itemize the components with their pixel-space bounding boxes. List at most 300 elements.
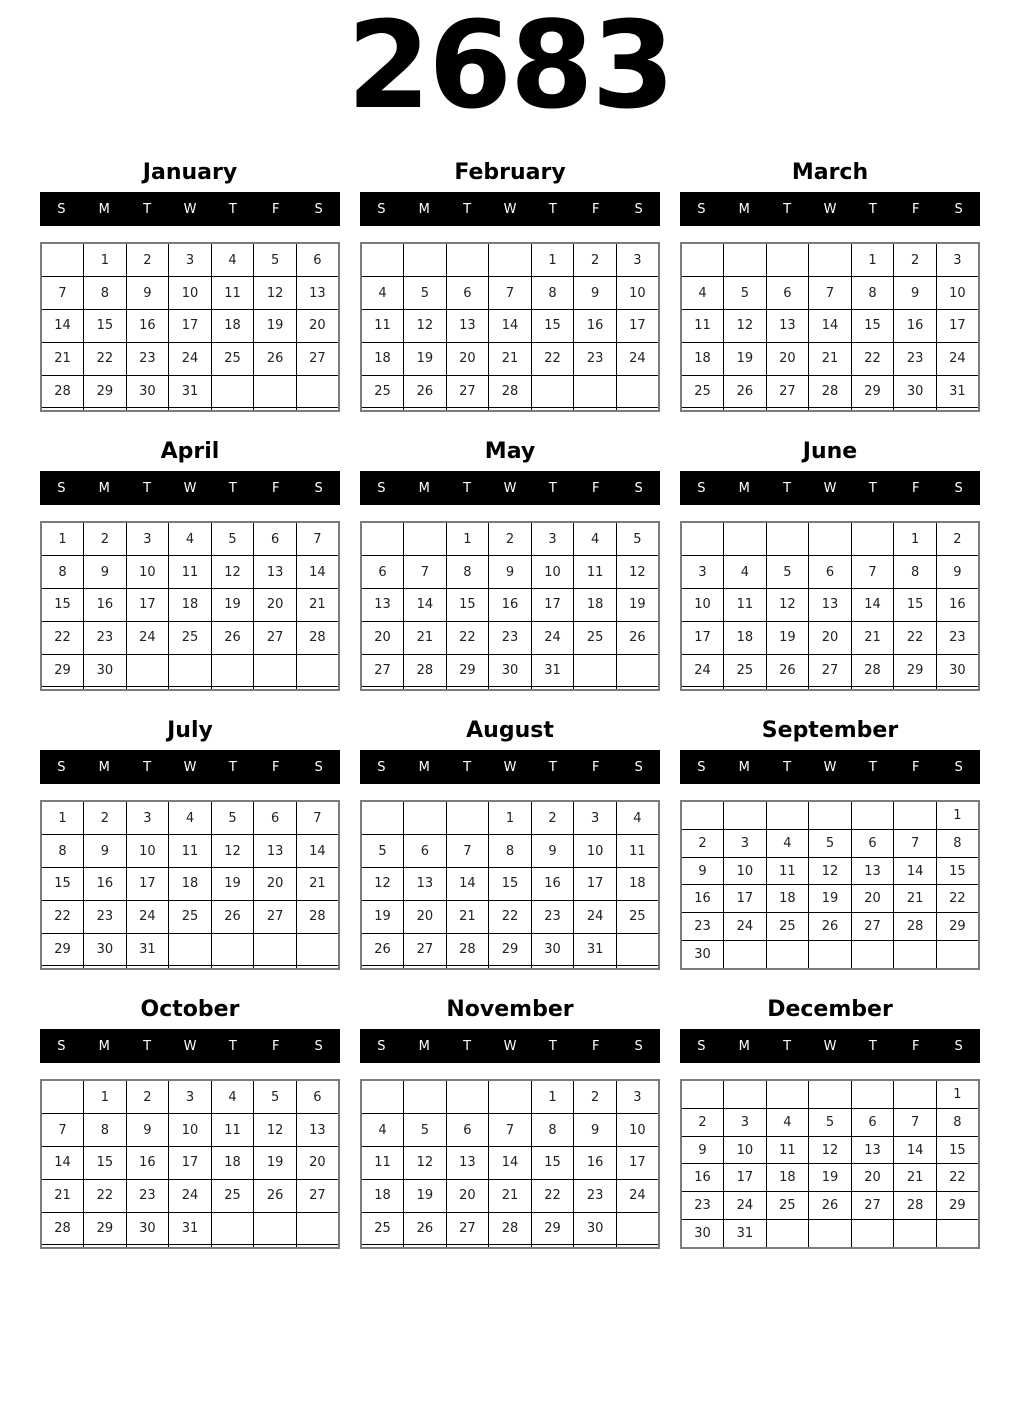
day-cell — [211, 654, 254, 687]
day-cell: 12 — [211, 835, 254, 868]
day-cell: 26 — [616, 621, 659, 654]
day-cell: 13 — [296, 277, 339, 310]
month-block — [40, 995, 340, 1249]
day-of-week-label: T — [783, 759, 792, 775]
day-cell — [851, 1080, 894, 1109]
day-cell: 8 — [84, 277, 127, 310]
day-of-week-label: T — [463, 480, 472, 496]
week-row — [41, 1245, 339, 1248]
day-cell: 10 — [126, 556, 169, 589]
day-cell — [724, 687, 767, 690]
day-of-week-label: S — [314, 201, 323, 217]
day-cell: 31 — [531, 654, 574, 687]
day-of-week-label: S — [954, 759, 963, 775]
day-cell: 21 — [489, 1179, 532, 1212]
day-cell — [41, 966, 84, 969]
day-cell: 21 — [41, 342, 84, 375]
day-cell — [809, 243, 852, 277]
day-of-week-label: M — [738, 759, 750, 775]
week-row — [681, 654, 979, 687]
week-row — [681, 277, 979, 310]
week-row — [681, 589, 979, 622]
day-cell: 27 — [851, 913, 894, 941]
day-cell: 26 — [809, 913, 852, 941]
day-cell — [724, 243, 767, 277]
day-cell: 30 — [936, 654, 979, 687]
day-cell: 3 — [126, 801, 169, 835]
week-row — [681, 1192, 979, 1220]
day-cell: 26 — [211, 900, 254, 933]
month-title: August — [466, 718, 554, 743]
day-cell — [84, 1245, 127, 1248]
day-cell: 6 — [766, 277, 809, 310]
day-cell: 12 — [211, 556, 254, 589]
day-cell: 7 — [296, 801, 339, 835]
day-cell: 19 — [616, 589, 659, 622]
day-of-week-label: T — [868, 201, 877, 217]
day-cell: 12 — [616, 556, 659, 589]
week-row — [681, 1109, 979, 1137]
week-row — [41, 966, 339, 969]
day-cell: 8 — [84, 1114, 127, 1147]
day-cell: 1 — [489, 801, 532, 835]
day-cell: 12 — [404, 1147, 447, 1180]
day-of-week-header — [360, 192, 660, 226]
day-cell — [446, 1080, 489, 1114]
day-cell: 9 — [894, 277, 937, 310]
day-cell: 10 — [936, 277, 979, 310]
week-row — [41, 589, 339, 622]
day-of-week-label: S — [377, 480, 386, 496]
day-cell: 18 — [766, 885, 809, 913]
day-cell: 5 — [211, 801, 254, 835]
week-row — [681, 1219, 979, 1248]
day-cell — [446, 243, 489, 277]
day-cell: 28 — [489, 1212, 532, 1245]
day-cell — [809, 940, 852, 969]
day-cell: 19 — [254, 1147, 297, 1180]
day-cell: 4 — [574, 522, 617, 556]
day-cell: 27 — [851, 1192, 894, 1220]
day-of-week-label: S — [954, 201, 963, 217]
day-cell: 21 — [489, 342, 532, 375]
day-cell: 31 — [936, 375, 979, 408]
day-cell: 2 — [574, 1080, 617, 1114]
day-cell: 25 — [766, 913, 809, 941]
day-cell: 11 — [169, 556, 212, 589]
day-cell: 2 — [936, 522, 979, 556]
week-row — [681, 1164, 979, 1192]
day-cell: 16 — [936, 589, 979, 622]
day-cell: 3 — [169, 1080, 212, 1114]
month-title: December — [767, 997, 893, 1022]
day-cell: 16 — [531, 868, 574, 901]
day-cell: 6 — [851, 830, 894, 858]
day-of-week-label: S — [634, 759, 643, 775]
day-cell: 29 — [936, 913, 979, 941]
day-cell: 9 — [84, 835, 127, 868]
day-cell: 20 — [254, 868, 297, 901]
day-cell — [254, 687, 297, 690]
day-cell — [361, 243, 404, 277]
day-cell: 27 — [446, 375, 489, 408]
day-cell: 18 — [211, 1147, 254, 1180]
day-cell: 27 — [766, 375, 809, 408]
day-cell: 18 — [574, 589, 617, 622]
day-cell: 18 — [766, 1164, 809, 1192]
day-cell — [489, 966, 532, 969]
day-cell: 5 — [254, 243, 297, 277]
month-block — [360, 158, 660, 412]
day-cell: 20 — [446, 1179, 489, 1212]
day-cell: 1 — [531, 1080, 574, 1114]
day-cell — [894, 1080, 937, 1109]
day-cell — [404, 1080, 447, 1114]
day-of-week-label: M — [418, 480, 430, 496]
day-cell — [894, 1219, 937, 1248]
day-cell: 30 — [126, 375, 169, 408]
day-cell — [84, 687, 127, 690]
day-cell: 9 — [531, 835, 574, 868]
day-cell: 16 — [574, 1147, 617, 1180]
day-of-week-header — [360, 471, 660, 505]
day-cell: 18 — [169, 868, 212, 901]
day-cell — [254, 375, 297, 408]
day-cell: 19 — [724, 342, 767, 375]
day-cell: 24 — [616, 342, 659, 375]
day-of-week-label: T — [228, 759, 237, 775]
day-cell — [616, 687, 659, 690]
week-row — [361, 1179, 659, 1212]
day-cell — [616, 1212, 659, 1245]
day-cell: 22 — [41, 900, 84, 933]
day-cell: 15 — [936, 857, 979, 885]
day-cell — [766, 1219, 809, 1248]
month-block — [680, 995, 980, 1249]
day-of-week-label: W — [503, 480, 517, 496]
day-of-week-header — [40, 192, 340, 226]
week-row — [681, 857, 979, 885]
day-cell — [446, 1245, 489, 1248]
day-cell: 3 — [574, 801, 617, 835]
day-cell: 23 — [531, 900, 574, 933]
day-of-week-label: S — [377, 759, 386, 775]
day-cell: 9 — [574, 1114, 617, 1147]
week-row — [361, 1114, 659, 1147]
day-of-week-label: F — [271, 759, 280, 775]
day-of-week-label: W — [183, 201, 197, 217]
day-cell: 8 — [531, 277, 574, 310]
day-cell: 4 — [169, 801, 212, 835]
day-cell: 21 — [296, 589, 339, 622]
week-row — [361, 1212, 659, 1245]
day-cell — [851, 522, 894, 556]
month-block — [40, 158, 340, 412]
day-cell: 8 — [894, 556, 937, 589]
day-cell: 21 — [296, 868, 339, 901]
day-cell — [361, 966, 404, 969]
day-cell: 13 — [809, 589, 852, 622]
day-cell: 18 — [681, 342, 724, 375]
day-cell: 22 — [936, 885, 979, 913]
day-cell — [531, 687, 574, 690]
day-cell: 20 — [809, 621, 852, 654]
day-cell — [766, 408, 809, 411]
day-cell: 23 — [681, 1192, 724, 1220]
day-of-week-header — [680, 1029, 980, 1063]
day-cell: 7 — [404, 556, 447, 589]
week-row — [361, 277, 659, 310]
day-cell: 11 — [211, 277, 254, 310]
day-cell — [489, 687, 532, 690]
week-row — [361, 868, 659, 901]
month-date-grid — [40, 521, 340, 691]
day-cell — [254, 1245, 297, 1248]
day-cell: 15 — [531, 1147, 574, 1180]
day-cell — [724, 801, 767, 830]
day-cell: 20 — [296, 1147, 339, 1180]
day-of-week-label: T — [868, 1038, 877, 1054]
week-row — [41, 556, 339, 589]
week-row — [41, 900, 339, 933]
day-cell — [404, 243, 447, 277]
day-cell: 21 — [446, 900, 489, 933]
day-cell: 23 — [84, 900, 127, 933]
day-cell — [361, 801, 404, 835]
day-of-week-label: W — [183, 759, 197, 775]
day-cell: 12 — [404, 310, 447, 343]
week-row — [41, 243, 339, 277]
day-cell: 17 — [936, 310, 979, 343]
day-cell: 29 — [851, 375, 894, 408]
day-cell: 29 — [41, 933, 84, 966]
day-cell — [169, 408, 212, 411]
day-of-week-label: W — [823, 201, 837, 217]
day-cell: 28 — [894, 1192, 937, 1220]
day-of-week-label: T — [783, 201, 792, 217]
day-cell — [211, 408, 254, 411]
day-cell: 24 — [574, 900, 617, 933]
day-cell: 6 — [254, 522, 297, 556]
day-cell: 26 — [404, 1212, 447, 1245]
day-cell: 30 — [681, 940, 724, 969]
day-of-week-label: S — [634, 480, 643, 496]
day-cell: 14 — [41, 1147, 84, 1180]
week-row — [361, 522, 659, 556]
day-cell — [851, 408, 894, 411]
day-cell: 24 — [936, 342, 979, 375]
day-cell — [211, 933, 254, 966]
day-cell — [616, 408, 659, 411]
day-cell — [809, 687, 852, 690]
day-cell — [446, 801, 489, 835]
month-block — [360, 995, 660, 1249]
day-cell: 7 — [446, 835, 489, 868]
day-of-week-label: M — [418, 201, 430, 217]
day-cell: 14 — [894, 1136, 937, 1164]
day-of-week-label: T — [463, 1038, 472, 1054]
month-title: March — [791, 160, 869, 185]
months-grid — [0, 158, 1020, 1249]
day-cell: 31 — [724, 1219, 767, 1248]
day-cell: 29 — [84, 1212, 127, 1245]
day-cell — [126, 1245, 169, 1248]
day-cell: 10 — [531, 556, 574, 589]
day-cell — [574, 654, 617, 687]
day-cell — [766, 940, 809, 969]
day-cell: 7 — [809, 277, 852, 310]
day-cell: 23 — [681, 913, 724, 941]
day-cell: 19 — [404, 342, 447, 375]
day-cell: 25 — [766, 1192, 809, 1220]
day-of-week-label: S — [954, 480, 963, 496]
day-cell — [126, 654, 169, 687]
day-cell: 13 — [254, 835, 297, 868]
day-cell: 21 — [41, 1179, 84, 1212]
month-title: June — [802, 439, 858, 464]
day-cell — [809, 801, 852, 830]
week-row — [361, 310, 659, 343]
day-cell: 27 — [404, 933, 447, 966]
day-cell: 16 — [84, 589, 127, 622]
week-row — [681, 687, 979, 690]
day-cell — [724, 408, 767, 411]
day-cell: 5 — [766, 556, 809, 589]
day-of-week-header — [40, 750, 340, 784]
week-row — [681, 375, 979, 408]
day-cell: 25 — [169, 900, 212, 933]
month-block — [680, 158, 980, 412]
day-cell: 19 — [404, 1179, 447, 1212]
month-date-grid — [680, 800, 980, 970]
week-row — [681, 310, 979, 343]
day-cell: 30 — [681, 1219, 724, 1248]
day-cell — [361, 687, 404, 690]
day-of-week-label: M — [738, 1038, 750, 1054]
day-cell — [84, 408, 127, 411]
day-cell — [766, 801, 809, 830]
day-of-week-label: W — [823, 480, 837, 496]
day-cell — [851, 687, 894, 690]
day-cell: 22 — [531, 1179, 574, 1212]
day-of-week-label: F — [911, 759, 920, 775]
day-cell: 24 — [169, 342, 212, 375]
month-date-grid — [680, 1079, 980, 1249]
day-cell: 17 — [126, 589, 169, 622]
day-cell: 23 — [126, 1179, 169, 1212]
day-of-week-label: F — [591, 1038, 600, 1054]
day-cell: 18 — [361, 1179, 404, 1212]
week-row — [681, 801, 979, 830]
day-cell — [936, 408, 979, 411]
day-cell — [681, 687, 724, 690]
day-cell: 26 — [254, 342, 297, 375]
day-cell: 27 — [809, 654, 852, 687]
day-cell: 18 — [616, 868, 659, 901]
day-cell — [254, 654, 297, 687]
day-cell — [809, 408, 852, 411]
day-cell: 1 — [84, 1080, 127, 1114]
day-cell: 14 — [404, 589, 447, 622]
month-block — [40, 437, 340, 691]
day-cell: 1 — [41, 801, 84, 835]
day-cell: 24 — [616, 1179, 659, 1212]
day-cell: 19 — [211, 589, 254, 622]
day-of-week-label: M — [98, 1038, 110, 1054]
day-cell: 28 — [489, 375, 532, 408]
day-cell: 28 — [446, 933, 489, 966]
day-cell — [211, 375, 254, 408]
day-cell: 17 — [724, 1164, 767, 1192]
day-cell — [724, 940, 767, 969]
day-cell — [531, 408, 574, 411]
day-cell: 5 — [404, 277, 447, 310]
day-cell: 26 — [404, 375, 447, 408]
day-cell — [41, 1080, 84, 1114]
day-of-week-label: T — [228, 1038, 237, 1054]
day-cell: 18 — [724, 621, 767, 654]
week-row — [361, 1080, 659, 1114]
day-cell: 3 — [616, 1080, 659, 1114]
day-cell: 22 — [531, 342, 574, 375]
day-cell: 25 — [681, 375, 724, 408]
day-cell: 29 — [446, 654, 489, 687]
day-cell: 1 — [84, 243, 127, 277]
day-cell: 1 — [851, 243, 894, 277]
day-cell: 31 — [169, 1212, 212, 1245]
day-cell: 22 — [84, 342, 127, 375]
day-cell: 15 — [41, 868, 84, 901]
month-title: November — [446, 997, 574, 1022]
day-of-week-label: S — [634, 1038, 643, 1054]
week-row — [41, 654, 339, 687]
day-cell: 22 — [41, 621, 84, 654]
day-cell: 8 — [936, 1109, 979, 1137]
day-cell: 11 — [766, 1136, 809, 1164]
day-cell — [41, 1245, 84, 1248]
week-row — [681, 885, 979, 913]
day-cell: 24 — [126, 621, 169, 654]
day-cell: 3 — [126, 522, 169, 556]
day-cell: 15 — [936, 1136, 979, 1164]
month-date-grid — [360, 1079, 660, 1249]
day-cell — [851, 940, 894, 969]
day-of-week-label: F — [271, 201, 280, 217]
day-cell: 10 — [724, 1136, 767, 1164]
day-cell: 8 — [446, 556, 489, 589]
day-cell: 12 — [254, 1114, 297, 1147]
day-cell: 19 — [254, 310, 297, 343]
day-cell: 13 — [851, 857, 894, 885]
day-cell: 30 — [489, 654, 532, 687]
day-of-week-label: W — [183, 1038, 197, 1054]
day-cell: 24 — [126, 900, 169, 933]
day-cell: 21 — [851, 621, 894, 654]
day-cell — [296, 654, 339, 687]
day-cell: 28 — [894, 913, 937, 941]
day-cell: 2 — [681, 830, 724, 858]
day-cell: 11 — [724, 589, 767, 622]
day-of-week-header — [680, 192, 980, 226]
day-cell: 28 — [41, 375, 84, 408]
day-cell: 2 — [84, 522, 127, 556]
day-cell: 12 — [766, 589, 809, 622]
day-cell: 5 — [404, 1114, 447, 1147]
day-cell: 4 — [361, 277, 404, 310]
week-row — [361, 900, 659, 933]
day-cell: 25 — [361, 1212, 404, 1245]
day-cell: 30 — [126, 1212, 169, 1245]
